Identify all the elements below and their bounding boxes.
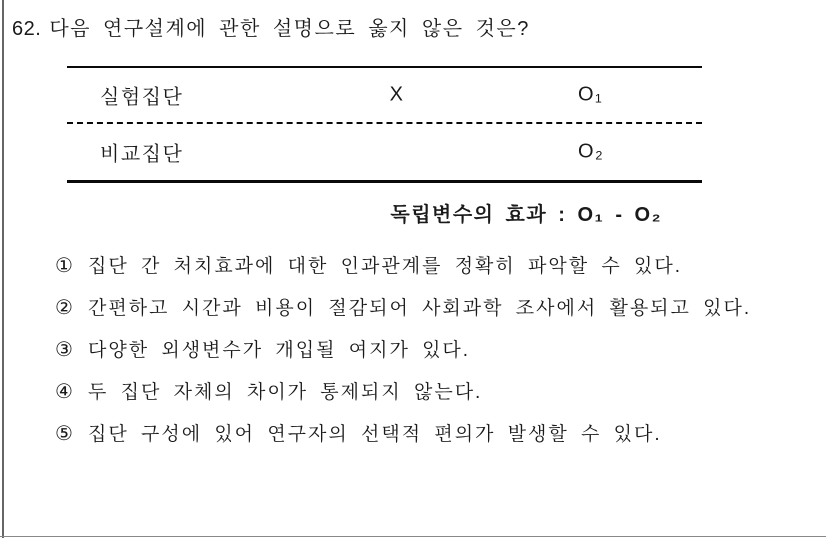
table-caption-effect-formula: 독립변수의 효과 : O₁ - O₂ <box>390 204 662 226</box>
option-4-text: 두 집단 자체의 차이가 통제되지 않는다. <box>88 382 483 403</box>
group-label: 비교집단 <box>100 143 184 166</box>
option-3-marker: ③ <box>55 339 73 361</box>
table-row-experimental-group <box>67 68 702 124</box>
question-title: 다음 연구설계에 관한 설명으로 옳지 않은 것은? <box>49 18 530 40</box>
question-number: 62. <box>12 18 42 40</box>
table-row-comparison-group <box>67 124 702 183</box>
group-label: 실험집단 <box>100 86 184 109</box>
option-2 <box>55 293 800 324</box>
observation-cell: O₂ <box>578 140 605 163</box>
option-3-text: 다양한 외생변수가 개입될 여지가 있다. <box>88 340 471 361</box>
option-4 <box>55 377 800 408</box>
page-left-border <box>2 0 4 538</box>
option-3 <box>55 335 800 366</box>
option-2-marker: ② <box>55 297 73 319</box>
option-4-marker: ④ <box>55 381 73 403</box>
observation-cell: O₁ <box>578 83 604 106</box>
question-header <box>12 16 812 42</box>
page-bottom-border <box>0 536 826 537</box>
option-1 <box>55 251 800 282</box>
option-5 <box>55 419 800 450</box>
option-1-marker: ① <box>55 255 73 277</box>
option-2-text: 간편하고 시간과 비용이 절감되어 사회과학 조사에서 활용되고 있다. <box>88 298 752 319</box>
treatment-cell: X <box>389 83 405 106</box>
option-1-text: 집단 간 처치효과에 대한 인과관계를 정확히 파악할 수 있다. <box>88 256 683 277</box>
option-5-text: 집단 구성에 있어 연구자의 선택적 편의가 발생할 수 있다. <box>88 424 662 445</box>
option-5-marker: ⑤ <box>55 423 73 445</box>
research-design-table <box>67 66 702 183</box>
answer-options-list <box>55 251 800 461</box>
